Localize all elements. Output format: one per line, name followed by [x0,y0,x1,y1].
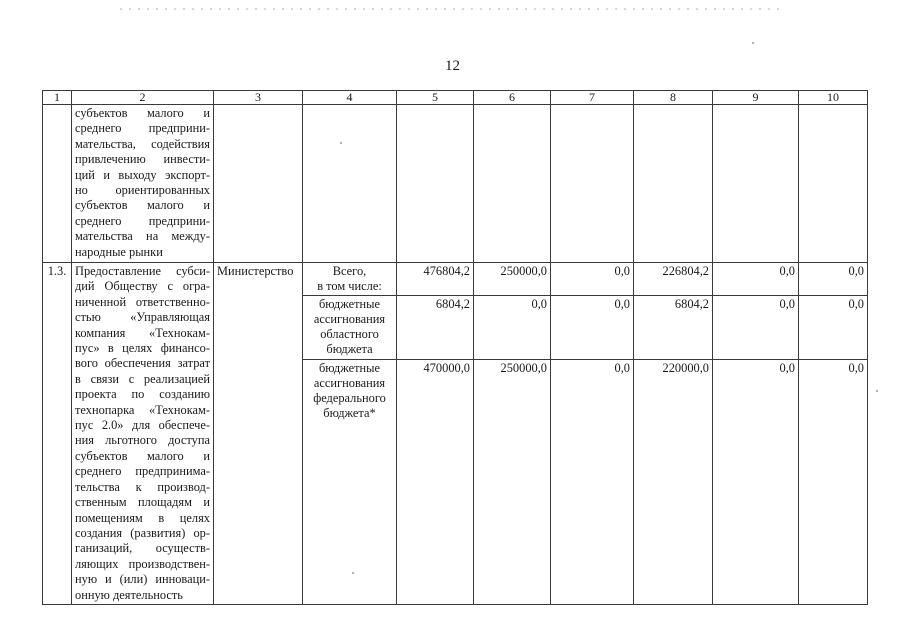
description-line: дий Обществу с огра- [75,279,210,294]
description-line: субъектов малого и [75,106,210,120]
description-line: помещениям в целях [75,510,210,525]
column-number: 5 [397,91,474,105]
source-line: ассигнования [313,375,386,390]
value-col-10: 0,0 [799,296,868,359]
page-number: 12 [445,58,460,74]
description-line: субъектов малого и [75,448,210,463]
description-line: народные рынки [75,244,163,259]
value-col-9: 0,0 [713,263,799,296]
description-line: ную и (или) инноваци- [75,572,210,587]
funding-source-federal [303,359,397,604]
description-line: создания (развития) ор- [75,525,210,540]
value-col-10: 0,0 [799,359,868,604]
continuation-row [43,105,868,263]
description-line: ственным площадям и [75,495,210,510]
source-line: бюджета [326,342,373,357]
description-line: среднего предприни- [75,121,210,136]
description-line: но ориентированных [75,183,210,198]
row-number-cell [43,105,72,263]
description-line: мательства, содействия [75,136,210,151]
description-line: ниченной ответственно- [75,294,210,309]
value-cell [799,105,868,263]
description-line: ляющих производствен- [75,556,210,571]
description-line: тельства к производ- [75,479,210,494]
description-line: Предоставление субси- [75,264,210,278]
value-col-8: 226804,2 [634,263,713,296]
value-col-8: 220000,0 [634,359,713,604]
source-line: ассигнования [313,312,386,327]
description-line: субъектов малого и [75,198,210,213]
executor: Министерство [214,263,303,605]
value-col-9: 0,0 [713,359,799,604]
column-number: 1 [43,91,72,105]
value-col-7: 0,0 [551,296,634,359]
source-line: Всего, [332,264,367,278]
value-col-6: 250000,0 [474,263,551,296]
description-line: проекта по созданию [75,387,210,402]
scan-speck [752,42,754,44]
row-number: 1.3. [43,263,72,605]
description-line: ганизаций, осуществ- [75,541,210,556]
value-cell [551,105,634,263]
source-line: областного [320,327,379,342]
column-number: 7 [551,91,634,105]
value-cell [397,105,474,263]
value-col-6: 0,0 [474,296,551,359]
scan-noise [120,8,780,10]
column-number: 10 [799,91,868,105]
value-col-10: 0,0 [799,263,868,296]
value-cell [474,105,551,263]
description-line: онную деятельность [75,587,183,602]
description-line: компания «Технокам- [75,325,210,340]
description-line: в связи с реализацией [75,371,210,386]
scan-speck [876,390,878,392]
row-1-3-description [72,263,214,605]
column-number: 4 [303,91,397,105]
column-number: 2 [72,91,214,105]
source-line: бюджета* [323,405,376,420]
value-col-8: 6804,2 [634,296,713,359]
row-1-3-total [43,263,868,296]
description-line: мательства на между- [75,229,210,244]
budget-table [42,90,868,605]
column-number: 8 [634,91,713,105]
description-line: стью «Управляющая [75,310,210,325]
description-line: пус» в целях финансо- [75,341,210,356]
column-number-row [43,91,868,105]
continuation-description [72,105,214,263]
value-col-5: 476804,2 [397,263,474,296]
executor-cell [214,105,303,263]
description-line: пус 2.0» для обеспече- [75,418,210,433]
description-line: привлечению инвести- [75,152,210,167]
description-line: технопарка «Технокам- [75,402,210,417]
description-line: среднего предприни- [75,213,210,228]
value-col-5: 470000,0 [397,359,474,604]
value-col-7: 0,0 [551,263,634,296]
value-col-7: 0,0 [551,359,634,604]
value-cell [634,105,713,263]
column-number: 6 [474,91,551,105]
funding-source-regional [303,296,397,359]
description-line: среднего предпринима- [75,464,210,479]
description-line: вого обеспечения затрат [75,356,210,371]
value-col-9: 0,0 [713,296,799,359]
column-number: 3 [214,91,303,105]
column-number: 9 [713,91,799,105]
source-line: федерального [313,390,386,405]
value-cell [713,105,799,263]
value-col-5: 6804,2 [397,296,474,359]
description-line: ций и выходу экспорт- [75,167,210,182]
description-line: ния льготного доступа [75,433,210,448]
source-line: в том числе: [317,279,382,293]
value-col-6: 250000,0 [474,359,551,604]
source-cell [303,105,397,263]
funding-source-total [303,263,397,296]
source-line: бюджетные [318,297,380,312]
source-line: бюджетные [318,360,380,375]
